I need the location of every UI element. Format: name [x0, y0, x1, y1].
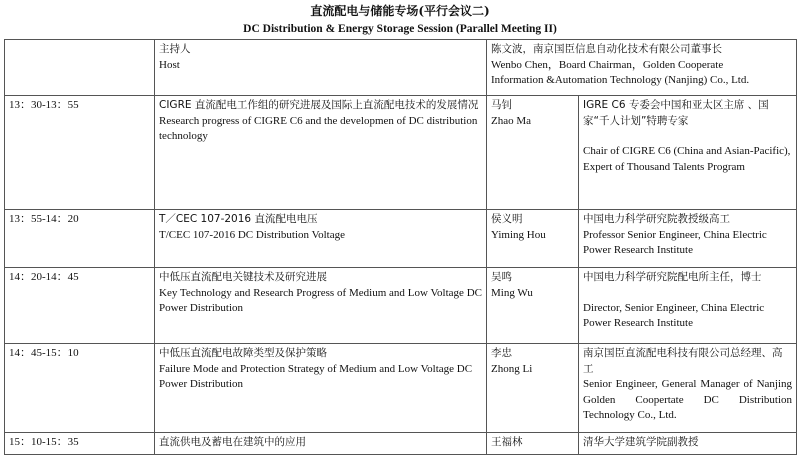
table-row	[5, 96, 797, 210]
affiliation-cell	[579, 96, 797, 210]
affiliation-en: Director, Senior Engineer, China Electric Power Research Institute	[583, 301, 765, 329]
topic-zh: CIGRE 直流配电工作组的研究进展及国际上直流配电技术的发展情况	[159, 99, 479, 111]
topic-en: Failure Mode and Protection Strategy of Medium and Low Voltage DC Power Distribution	[159, 362, 473, 390]
topic-zh: T／CEC 107-2016 直流配电电压	[159, 213, 318, 225]
topic-zh: 中低压直流配电故障类型及保护策略	[159, 347, 327, 359]
affiliation-zh: 中国电力科学研究院教授级高工	[583, 213, 730, 225]
topic-cell	[155, 210, 487, 268]
table-row	[5, 433, 797, 455]
table-row	[5, 268, 797, 344]
affiliation-zh: 中国电力科学研究院配电所主任，博士	[583, 271, 762, 283]
host-name-en-2: Information &Automation Technology (Nanjing) Co., Ltd.	[491, 74, 750, 86]
speaker-zh: 王福林	[491, 436, 523, 448]
affiliation-cell	[579, 433, 797, 455]
host-label-en: Host	[159, 58, 180, 71]
topic-en: Key Technology and Research Progress of Medium and Low Voltage DC Power Distribution	[159, 286, 482, 314]
affiliation-en: Chair of CIGRE C6 (China and Asian-Pacific), Expert of Thousand Talents Program	[583, 145, 791, 173]
host-name-en-1: Wenbo Chen，Board Chairman，Golden Cooperate	[491, 58, 724, 71]
schedule-table	[4, 39, 797, 455]
topic-en: Research progress of CIGRE C6 and the developmen of DC distribution technology	[159, 114, 478, 142]
affiliation-zh: 南京国臣直流配电科技有限公司总经理、高工	[583, 347, 783, 375]
time-cell: 13：55-14：20	[5, 210, 155, 268]
time-cell: 14：45-15：10	[5, 344, 155, 433]
host-label-zh: 主持人	[159, 43, 191, 55]
speaker-en: Ming Wu	[491, 286, 533, 299]
speaker-en: Zhao Ma	[491, 114, 532, 127]
speaker-zh: 侯义明	[491, 213, 523, 225]
host-label-cell	[155, 40, 487, 96]
table-row	[5, 344, 797, 433]
time-cell: 14：20-14：45	[5, 268, 155, 344]
speaker-en: Yiming Hou	[491, 228, 546, 241]
affiliation-cell	[579, 344, 797, 433]
topic-cell	[155, 268, 487, 344]
speaker-zh: 李忠	[491, 347, 512, 359]
host-name-zh: 陈文波，南京国臣信息自动化技术有限公司董事长	[491, 43, 722, 55]
speaker-cell	[487, 210, 579, 268]
affiliation-en: Senior Engineer, General Manager of Nanjing Golden Coopertate DC Distribution Technology Co., Ltd.	[583, 378, 793, 421]
affiliation-cell	[579, 268, 797, 344]
affiliation-zh: 清华大学建筑学院副教授	[583, 436, 699, 448]
table-row	[5, 210, 797, 268]
time-cell: 15：10-15：35	[5, 433, 155, 455]
speaker-cell	[487, 268, 579, 344]
affiliation-cell	[579, 210, 797, 268]
topic-cell	[155, 96, 487, 210]
topic-en: T/CEC 107-2016 DC Distribution Voltage	[159, 228, 345, 241]
time-cell: 13：30-13：55	[5, 96, 155, 210]
speaker-zh: 马钊	[491, 99, 512, 111]
topic-cell	[155, 344, 487, 433]
host-time-cell	[5, 40, 155, 96]
session-title-zh: 直流配电与储能专场(平行会议二)	[310, 4, 490, 18]
speaker-cell	[487, 96, 579, 210]
speaker-zh: 吴鸣	[491, 271, 512, 283]
topic-cell	[155, 433, 487, 455]
session-title-en: DC Distribution & Energy Storage Session (Parallel Meeting II)	[243, 23, 557, 35]
affiliation-zh: IGRE C6 专委会中国和亚太区主席 、国家“千人计划”特聘专家	[583, 99, 769, 127]
speaker-cell	[487, 433, 579, 455]
speaker-en: Zhong Li	[491, 362, 533, 375]
speaker-cell	[487, 344, 579, 433]
host-row	[5, 40, 797, 96]
topic-zh: 直流供电及蓄电在建筑中的应用	[159, 436, 306, 448]
affiliation-en: Professor Senior Engineer, China Electric Power Research Institute	[583, 228, 767, 256]
topic-zh: 中低压直流配电关键技术及研究进展	[159, 271, 327, 283]
host-name-cell	[487, 40, 797, 96]
